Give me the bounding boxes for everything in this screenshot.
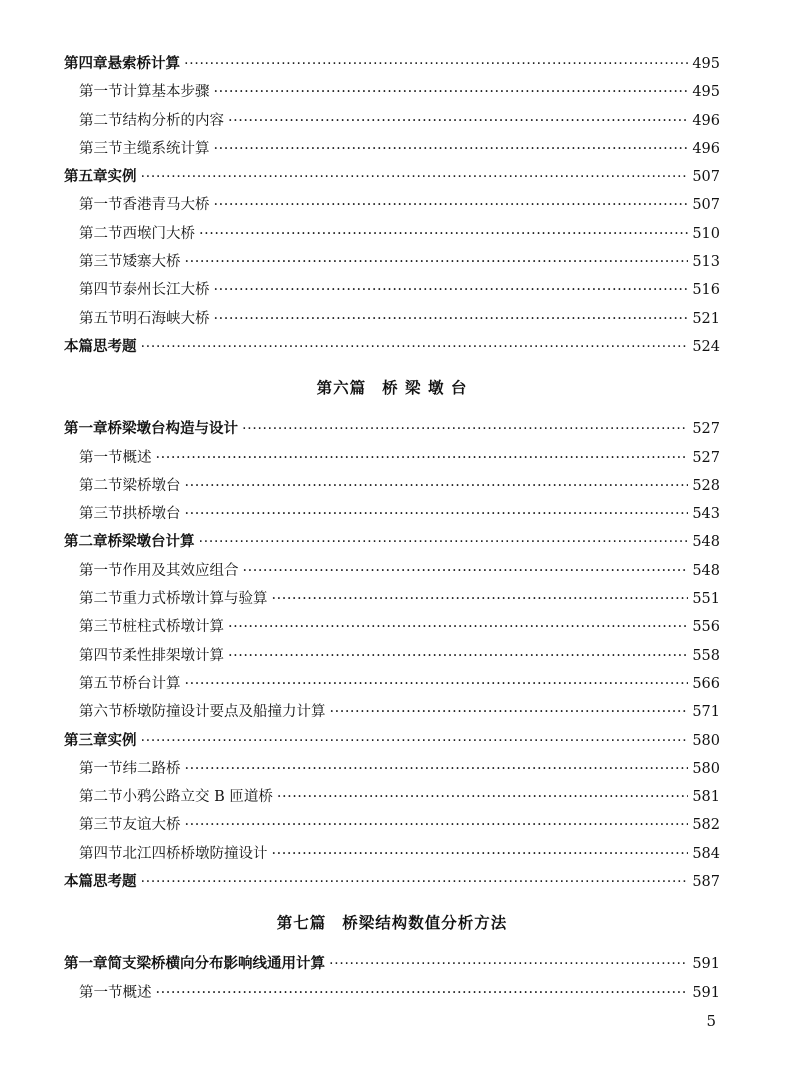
- entry-label: 第一章: [64, 421, 108, 438]
- entry-title: 实例: [107, 732, 137, 749]
- entry-page: 587: [692, 874, 720, 891]
- toc-section-row: [64, 979, 720, 1007]
- dot-leader: [185, 755, 689, 783]
- entry-label: 第五节: [79, 675, 123, 692]
- dot-leader: [272, 585, 689, 613]
- entry-title: 悬索桥计算: [107, 56, 180, 72]
- entry-title: 小鸦公路立交 B 匝道桥: [122, 789, 273, 806]
- entry-title: 简支梁桥横向分布影响线通用计算: [107, 956, 325, 973]
- entry-page: 496: [692, 112, 720, 129]
- toc-review-row: [64, 333, 720, 361]
- entry-page: 584: [692, 845, 720, 862]
- toc-section-row: [64, 698, 720, 726]
- entry-label: 第三节: [79, 506, 123, 523]
- dot-leader: [228, 613, 688, 641]
- entry-page: 510: [692, 225, 720, 242]
- toc-chapter-row: [64, 950, 720, 978]
- toc-chapter-row: [64, 50, 720, 78]
- toc-section-row: [64, 585, 720, 613]
- entry-page: 496: [692, 140, 720, 157]
- entry-title: 香港青马大桥: [122, 197, 210, 214]
- part-title: 桥梁结构数值分析方法: [342, 914, 508, 933]
- toc-section-row: [64, 670, 720, 698]
- entry-title: 明石海峡大桥: [122, 310, 210, 327]
- entry-label: 第二节: [79, 112, 123, 129]
- dot-leader: [242, 415, 688, 443]
- entry-label: 第六节: [79, 704, 123, 721]
- entry-title: 桥梁墩台计算: [107, 534, 195, 551]
- entry-title: 作用及其效应组合: [122, 562, 239, 579]
- entry-page: 582: [692, 817, 720, 834]
- entry-label: 第二节: [79, 789, 123, 806]
- entry-title: 矮寨大桥: [122, 254, 181, 271]
- toc-section-row: [64, 557, 720, 585]
- entry-title: 主缆系统计算: [122, 140, 210, 157]
- entry-label: 第四节: [79, 647, 123, 664]
- entry-label: 第三节: [79, 817, 123, 834]
- dot-leader: [214, 305, 689, 333]
- entry-label: 第一节: [79, 984, 123, 1001]
- entry-title: 桥梁墩台构造与设计: [107, 421, 238, 438]
- entry-page: 495: [692, 84, 720, 101]
- dot-leader: [184, 50, 688, 78]
- entry-page: 516: [692, 282, 720, 299]
- entry-page: 507: [692, 197, 720, 214]
- dot-leader: [199, 528, 689, 556]
- entry-title: 泰州长江大桥: [122, 282, 210, 299]
- toc-section-row: [64, 811, 720, 839]
- dot-leader: [185, 811, 689, 839]
- entry-page: 528: [692, 477, 720, 494]
- dot-leader: [185, 472, 689, 500]
- entry-label: 第四章: [64, 56, 108, 72]
- entry-label: 第二节: [79, 225, 123, 242]
- toc-chapter-row: [64, 163, 720, 191]
- toc-chapter-row: [64, 415, 720, 443]
- entry-title: 梁桥墩台: [122, 477, 181, 494]
- entry-page: 591: [692, 956, 720, 973]
- toc-chapter-row: [64, 727, 720, 755]
- entry-page: 580: [692, 732, 720, 749]
- dot-leader: [141, 163, 689, 191]
- entry-label: 第五节: [79, 310, 123, 327]
- dot-leader: [156, 444, 689, 472]
- entry-page: 548: [692, 562, 720, 579]
- dot-leader: [141, 333, 689, 361]
- entry-page: 556: [692, 619, 720, 636]
- toc-section-row: [64, 444, 720, 472]
- dot-leader: [329, 950, 688, 978]
- part-title: 桥 梁 墩 台: [382, 379, 468, 398]
- entry-title: 本篇思考题: [64, 338, 137, 355]
- dot-leader: [214, 276, 689, 304]
- dot-leader: [185, 670, 689, 698]
- entry-label: 第一节: [79, 449, 123, 466]
- entry-label: 第三节: [79, 254, 123, 271]
- entry-label: 第一节: [79, 84, 123, 101]
- entry-label: 第三节: [79, 140, 123, 157]
- entry-page: 580: [692, 760, 720, 777]
- dot-leader: [141, 727, 689, 755]
- entry-title: 北江四桥桥墩防撞设计: [122, 845, 268, 862]
- entry-label: 第五章: [64, 169, 108, 186]
- toc-section-row: [64, 783, 720, 811]
- toc-section-row: [64, 135, 720, 163]
- toc-section-row: [64, 613, 720, 641]
- entry-page: 581: [692, 789, 720, 806]
- page-number: 5: [706, 1012, 716, 1030]
- entry-title: 拱桥墩台: [122, 506, 181, 523]
- dot-leader: [185, 500, 689, 528]
- dot-leader: [199, 220, 688, 248]
- entry-page: 527: [692, 421, 720, 438]
- toc-section-row: [64, 642, 720, 670]
- entry-label: 第二节: [79, 591, 123, 608]
- entry-title: 概述: [122, 984, 152, 1001]
- dot-leader: [330, 698, 689, 726]
- entry-page: 591: [692, 984, 720, 1001]
- entry-title: 柔性排架墩计算: [122, 647, 224, 664]
- entry-label: 第三节: [79, 619, 123, 636]
- dot-leader: [228, 107, 688, 135]
- entry-title: 桥台计算: [122, 675, 181, 692]
- entry-title: 结构分析的内容: [122, 112, 224, 129]
- toc-section-row: [64, 472, 720, 500]
- entry-title: 西堠门大桥: [122, 225, 195, 242]
- entry-page: 551: [692, 591, 720, 608]
- dot-leader: [277, 783, 688, 811]
- entry-label: 第二节: [79, 477, 123, 494]
- toc-section-row: [64, 276, 720, 304]
- toc-section-row: [64, 840, 720, 868]
- entry-page: 524: [692, 338, 720, 355]
- part-heading: [64, 361, 720, 415]
- entry-title: 实例: [107, 169, 137, 186]
- entry-title: 桥墩防撞设计要点及船撞力计算: [122, 704, 326, 721]
- entry-label: 第二章: [64, 534, 108, 551]
- entry-page: 548: [692, 534, 720, 551]
- entry-page: 495: [692, 56, 720, 72]
- toc-section-row: [64, 500, 720, 528]
- toc-section-row: [64, 248, 720, 276]
- part-heading: [64, 896, 720, 950]
- toc-section-row: [64, 191, 720, 219]
- entry-title: 友谊大桥: [122, 817, 181, 834]
- table-of-contents: [64, 50, 720, 1007]
- entry-label: 第四节: [79, 282, 123, 299]
- toc-section-row: [64, 78, 720, 106]
- entry-page: 543: [692, 506, 720, 523]
- dot-leader: [156, 979, 689, 1007]
- entry-label: 第一章: [64, 956, 108, 973]
- toc-section-row: [64, 220, 720, 248]
- entry-page: 558: [692, 647, 720, 664]
- entry-page: 566: [692, 675, 720, 692]
- entry-title: 本篇思考题: [64, 874, 137, 891]
- part-label: 第六篇: [316, 379, 367, 398]
- entry-page: 513: [692, 254, 720, 271]
- part-label: 第七篇: [276, 914, 327, 933]
- entry-label: 第一节: [79, 197, 123, 214]
- entry-label: 第一节: [79, 760, 123, 777]
- dot-leader: [214, 135, 689, 163]
- entry-title: 计算基本步骤: [122, 84, 210, 101]
- entry-page: 571: [692, 704, 720, 721]
- toc-section-row: [64, 755, 720, 783]
- dot-leader: [214, 78, 689, 106]
- entry-title: 桩柱式桥墩计算: [122, 619, 224, 636]
- dot-leader: [185, 248, 689, 276]
- toc-section-row: [64, 305, 720, 333]
- entry-title: 重力式桥墩计算与验算: [122, 591, 268, 608]
- entry-title: 纬二路桥: [122, 760, 181, 777]
- entry-page: 521: [692, 310, 720, 327]
- dot-leader: [228, 642, 688, 670]
- entry-page: 507: [692, 169, 720, 186]
- entry-page: 527: [692, 449, 720, 466]
- toc-review-row: [64, 868, 720, 896]
- entry-label: 第三章: [64, 732, 108, 749]
- dot-leader: [141, 868, 689, 896]
- entry-label: 第一节: [79, 562, 123, 579]
- entry-label: 第四节: [79, 845, 123, 862]
- dot-leader: [214, 191, 689, 219]
- entry-title: 概述: [122, 449, 152, 466]
- dot-leader: [243, 557, 689, 585]
- toc-section-row: [64, 107, 720, 135]
- toc-chapter-row: [64, 528, 720, 556]
- dot-leader: [272, 840, 689, 868]
